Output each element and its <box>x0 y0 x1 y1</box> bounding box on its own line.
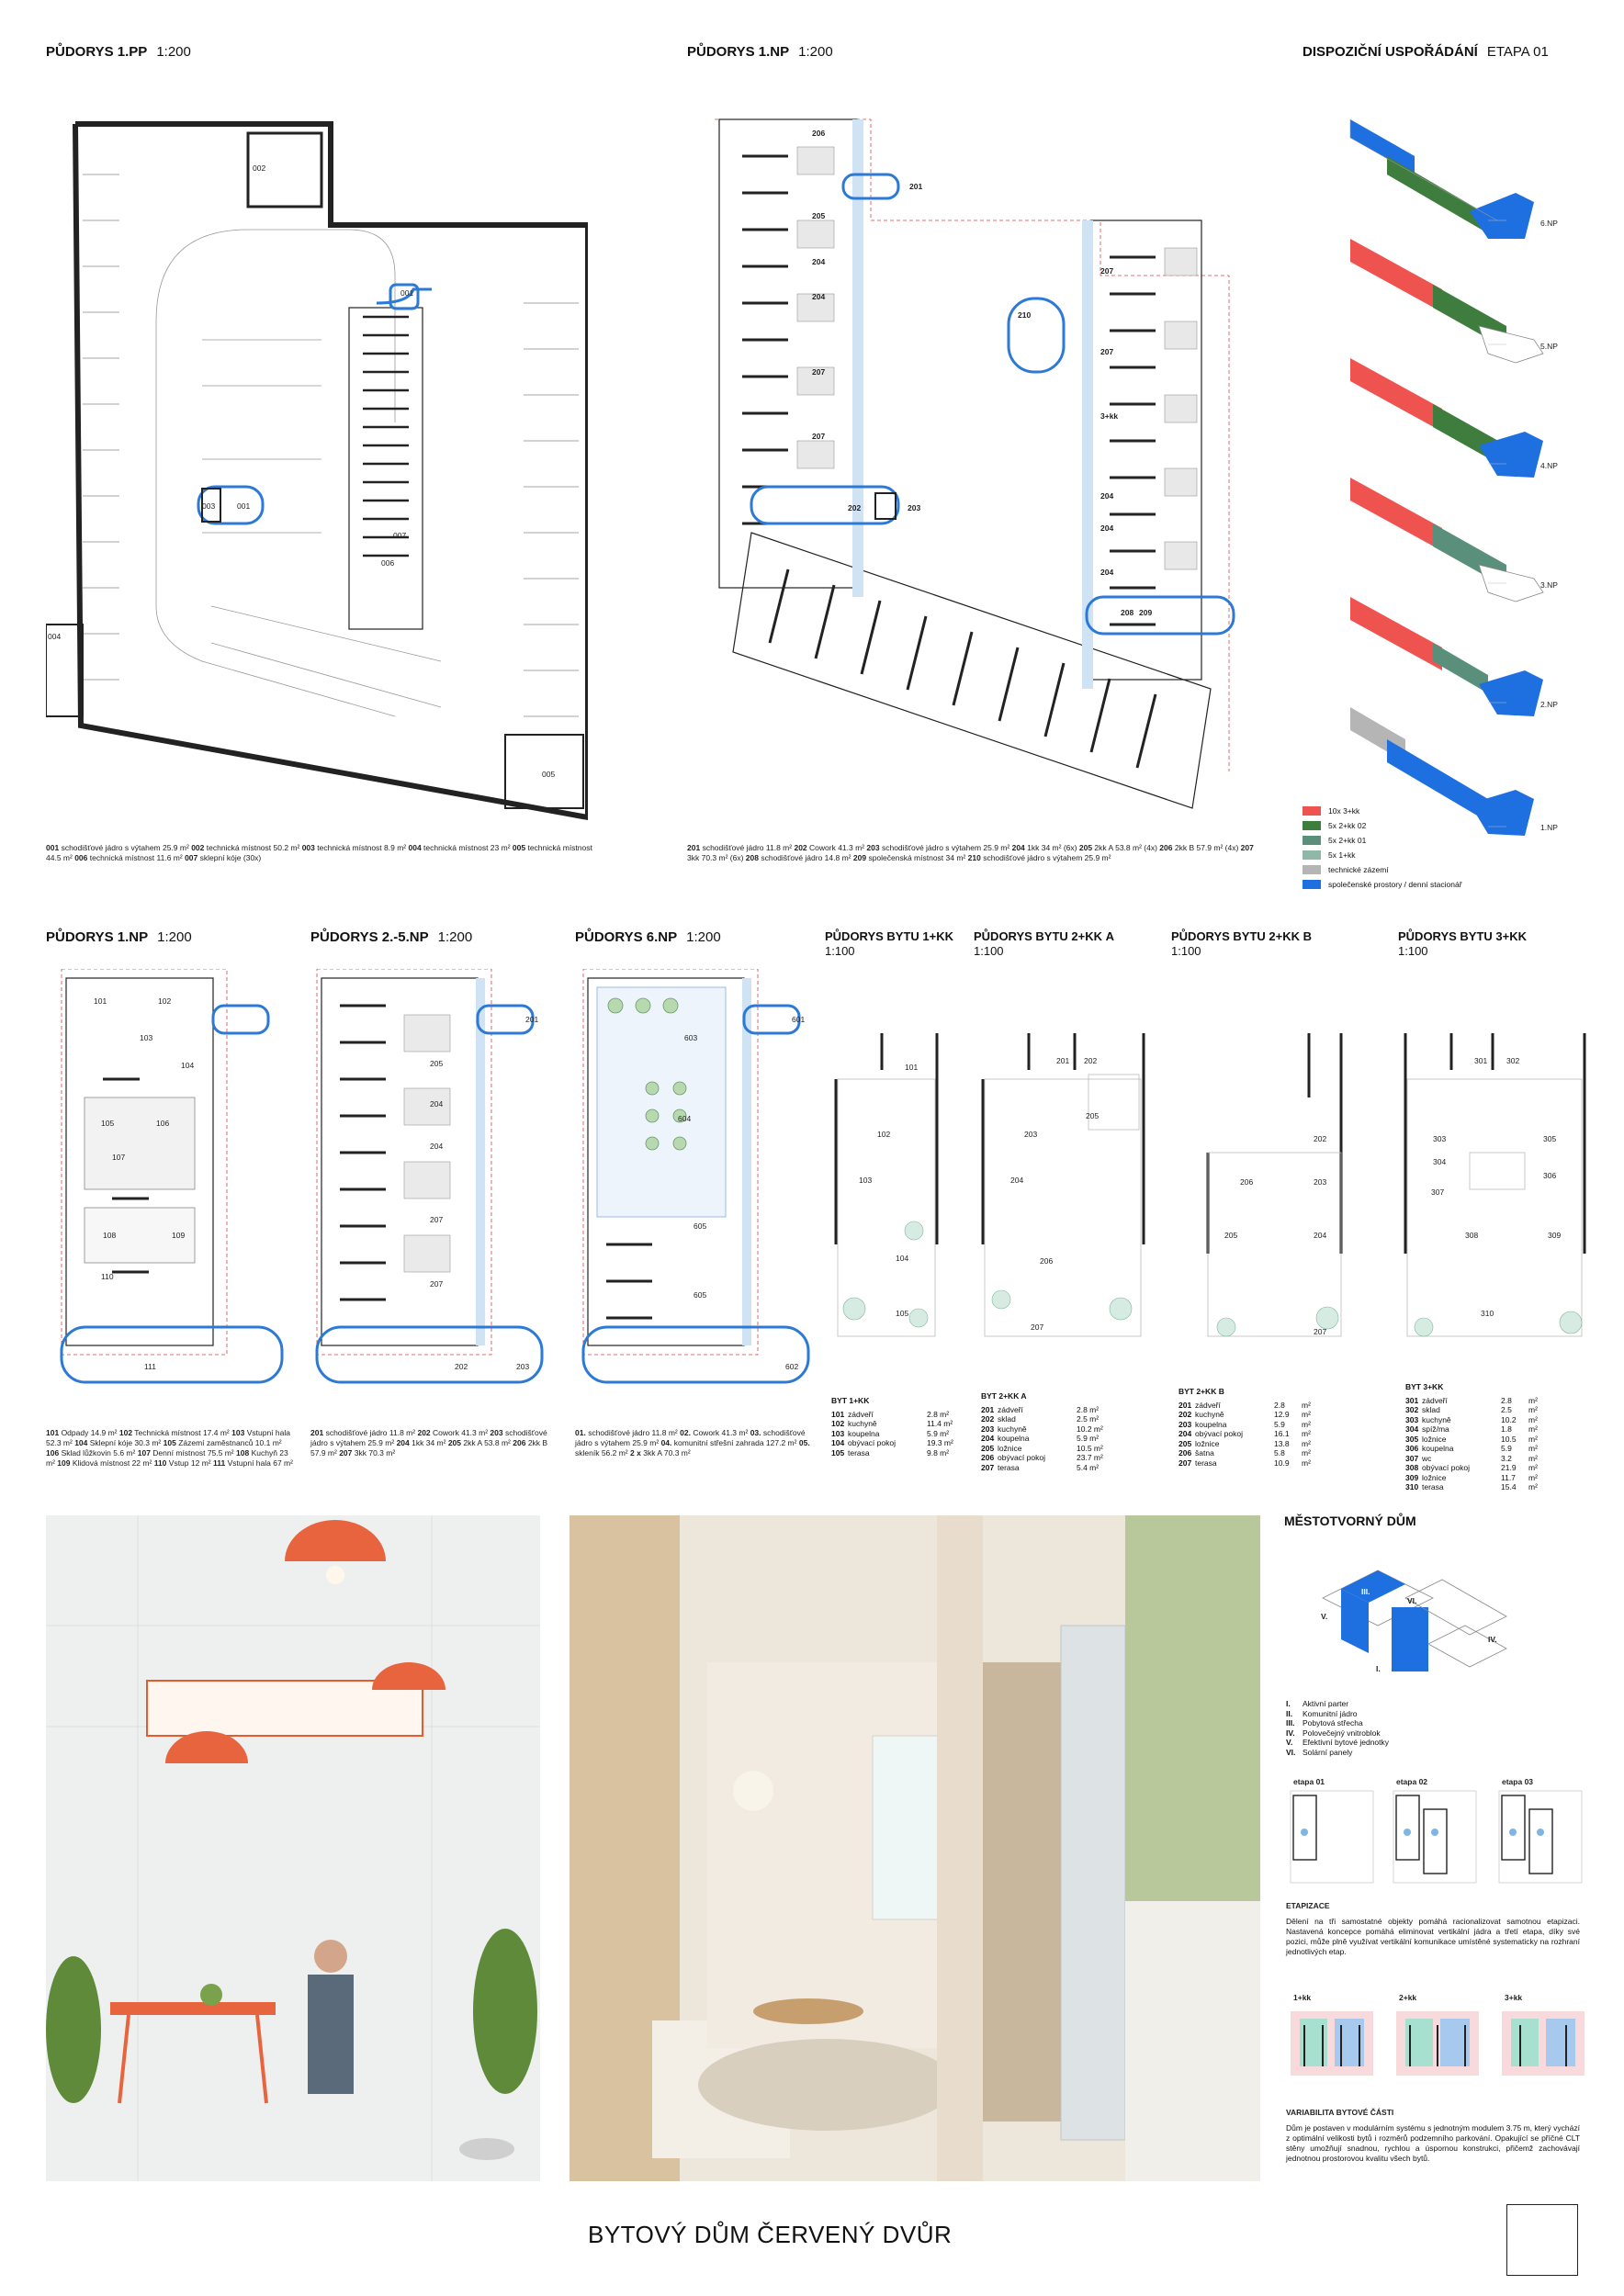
room-label: 204 <box>1010 1176 1024 1185</box>
room-label: 206 <box>1040 1256 1054 1266</box>
floor-label: 5.NP <box>1540 342 1558 351</box>
room-label: 205 <box>1224 1231 1238 1240</box>
room-label: 204 <box>1314 1231 1327 1240</box>
variant-label: 1+kk <box>1293 1993 1312 2002</box>
room-label: 3+kk <box>1100 411 1119 421</box>
room-label: 001 <box>400 288 414 298</box>
legend-item: 10x 3+kk <box>1303 804 1462 818</box>
room-label: 204 <box>1100 568 1114 577</box>
room-label: 205 <box>430 1059 444 1068</box>
room-label: 207 <box>812 432 826 441</box>
room-label: 207 <box>812 367 826 377</box>
flat-plan-1kk <box>827 1006 955 1355</box>
flat-plan-2kk-a <box>974 1006 1157 1355</box>
variant-label: 3+kk <box>1505 1993 1523 2002</box>
room-label: 203 <box>516 1362 530 1371</box>
room-label: 207 <box>430 1279 444 1289</box>
room-label: 601 <box>792 1015 806 1024</box>
axon-label: VI. <box>1407 1596 1417 1605</box>
room-label: 307 <box>1431 1187 1445 1197</box>
legend-item: 5x 1+kk <box>1303 848 1462 862</box>
room-label: 203 <box>1024 1130 1038 1139</box>
room-label: 003 <box>202 501 216 511</box>
plan-1np-top <box>715 92 1266 836</box>
stamp-box <box>1506 2204 1578 2276</box>
room-label: 201 <box>909 182 923 191</box>
header-dispozice: DISPOZIČNÍ USPOŘÁDÁNÍ ETAPA 01 <box>1303 44 1549 60</box>
room-label: 104 <box>896 1254 909 1263</box>
room-label: 207 <box>1100 266 1114 276</box>
flat-table-2kk-a: BYT 2+KK A 201 zádveří 2.8 m² 202 sklad 2.5 m² 203 kuchyně 10.2 m² 204 koupelna 5.9 m² 205 ložnice 10.5 m² 206 obývací pokoj 23.7 m² 207 terasa 5.4 m² <box>981 1391 1103 1472</box>
room-label: 106 <box>156 1119 170 1128</box>
floor-label: 4.NP <box>1540 461 1558 470</box>
variabilita-text: Dům je postaven v modulárním systému s jednotným modulem 3.75 m, který vychází z optimální velikosti bytů i rozměrů podzemního parkování. Opakující se příčné CLT stěny umožňují snadnou, rychlou a úspornou konstrukci, přičemž zachovávají jednotnou prostorovou kvalitu všech bytů. <box>1286 2123 1580 2163</box>
flat-table-3kk: BYT 3+KK 301 zádveří 2.8 m² 302 sklad 2.5 m² 303 kuchyně 10.2 m² 304 spíž/ma 1.8 m² 305 ložnice 10.5 m² 306 koupelna 5.9 m² 307 wc 3.2 m² 308 obývací pokoj 21.9 m² 309 ložnice 11.7 m² 310 terasa 15.4 m² <box>1405 1382 1538 1491</box>
room-label: 202 <box>848 503 862 512</box>
room-label: 111 <box>144 1362 156 1371</box>
flat-plan-3kk <box>1396 1006 1598 1355</box>
list-item: IV. Polovečejný vnitroblok <box>1286 1728 1381 1738</box>
header-byt1: PŮDORYS BYTU 1+KK 1:100 <box>825 929 954 958</box>
room-label: 110 <box>101 1272 114 1281</box>
room-label: 310 <box>1481 1309 1494 1318</box>
legend-item: 5x 2+kk 01 <box>1303 833 1462 848</box>
room-label: 202 <box>1314 1134 1327 1143</box>
room-label: 102 <box>877 1130 891 1139</box>
room-label: 202 <box>1084 1056 1098 1065</box>
legend-item: společenské prostory / denní stacionář <box>1303 877 1462 892</box>
header-p25np: PŮDORYS 2.-5.NP 1:200 <box>310 929 473 945</box>
etapizace-block <box>1286 1901 1580 1957</box>
plan-1pp <box>46 92 588 836</box>
room-label: 103 <box>859 1176 873 1185</box>
room-label: 109 <box>172 1231 186 1240</box>
room-label: 303 <box>1433 1134 1447 1143</box>
etapizace-text: Dělení na tři samostatné objekty pomáhá racionalizovat samotnou etapizaci. Nastavená koncepce pomáhá eliminovat vertikální jádra a třetí etapa, díky své pozici, může plně využívat vertikální komunikace umístěné systematicky na rozhraní jednotlivých etap. <box>1286 1917 1580 1956</box>
room-label: 604 <box>678 1114 692 1123</box>
room-label: 204 <box>1100 523 1114 533</box>
room-label: 205 <box>812 211 826 220</box>
list-item: II. Komunitní jádro <box>1286 1708 1358 1718</box>
axon-label: V. <box>1321 1612 1328 1621</box>
axon-label: I. <box>1376 1664 1381 1673</box>
plan-2-5np <box>312 969 551 1391</box>
legend-p1np: 101 Odpady 14.9 m² 102 Technická místnost 17.4 m² 103 Vstupní hala 52.3 m² 104 Sklepní kóje 30.3 m² 105 Zázemí zaměstnanců 10.1 m² 106 Sklad lůžkovin 5.6 m² 107 Denní místnost 75.5 m² 108 Kuchyň 23 m² 109 Klidová místnost 22 m² 110 Vstup 12 m² 111 Vstupní hala 67 m² <box>46 1428 293 1468</box>
room-label: 105 <box>101 1119 115 1128</box>
header-p1pp: PŮDORYS 1.PP 1:200 <box>46 44 191 60</box>
header-byt2b: PŮDORYS BYTU 2+KK B 1:100 <box>1171 929 1313 958</box>
room-label: 308 <box>1465 1231 1479 1240</box>
axon-mestotvorny <box>1304 1561 1525 1699</box>
header-byt3: PŮDORYS BYTU 3+KK 1:100 <box>1398 929 1528 958</box>
floor-label: 1.NP <box>1540 823 1558 832</box>
etapy-diagrams <box>1286 1777 1589 1887</box>
room-label: 207 <box>1100 347 1114 356</box>
header-p1np-top: PŮDORYS 1.NP 1:200 <box>687 44 833 60</box>
room-label: 309 <box>1548 1231 1562 1240</box>
room-label: 108 <box>103 1231 117 1240</box>
room-label: 204 <box>430 1142 444 1151</box>
room-label: 207 <box>1031 1322 1044 1332</box>
room-label: 104 <box>181 1061 195 1070</box>
floor-label: 3.NP <box>1540 580 1558 590</box>
room-label: 306 <box>1543 1171 1557 1180</box>
room-label: 201 <box>1056 1056 1070 1065</box>
header-p6np: PŮDORYS 6.NP 1:200 <box>575 929 721 945</box>
flat-plan-2kk-b <box>1171 1006 1355 1355</box>
mestotvorny-list <box>1286 1699 1389 1757</box>
room-label: 208 <box>1121 608 1134 617</box>
page-title: BYTOVÝ DŮM ČERVENÝ DVŮR <box>588 2221 953 2248</box>
legend-p25np: 201 schodišťové jádro 11.8 m² 202 Cowork 41.3 m² 203 schodišťové jádro s výtahem 25.9 m² 204 1kk 34 m² 205 2kk A 53.8 m² 206 2kk B 57.9 m² 207 3kk 70.3 m² <box>310 1428 548 1458</box>
room-label: 207 <box>1314 1327 1327 1336</box>
render-courtyard <box>46 1515 540 2181</box>
list-item: I. Aktivní parter <box>1286 1699 1349 1708</box>
room-label: 205 <box>1086 1111 1100 1120</box>
legend-p6np: 01. schodišťové jádro 11.8 m² 02. Cowork 41.3 m² 03. schodišťové jádro s výtahem 25.9 m² 04. komunitní střešní zahrada 127.2 m² 05. skleník 56.2 m² 2 x 3kk A 70.3 m² <box>575 1428 810 1458</box>
list-item: V. Efektivní bytové jednotky <box>1286 1738 1390 1747</box>
etapizace-title: ETAPIZACE <box>1286 1901 1330 1910</box>
room-label: 302 <box>1506 1056 1520 1065</box>
room-label: 203 <box>1314 1177 1327 1187</box>
room-label: 107 <box>112 1153 126 1162</box>
legend-item: technické zázemí <box>1303 862 1462 877</box>
axon-label: III. <box>1361 1587 1370 1596</box>
room-label: 206 <box>1240 1177 1254 1187</box>
header-p1np: PŮDORYS 1.NP 1:200 <box>46 929 192 945</box>
flat-table-2kk-b: BYT 2+KK B 201 zádveří 2.8 m² 202 kuchyně 12.9 m² 203 koupelna 5.9 m² 204 obývací pokoj 16.1 m² 205 ložnice 13.8 m² 206 šatna 5.8 m² 207 terasa 10.9 m² <box>1179 1387 1311 1468</box>
variabilita-diagrams <box>1286 1993 1589 2094</box>
header-byt2a: PŮDORYS BYTU 2+KK A 1:100 <box>974 929 1115 958</box>
room-label: 102 <box>158 996 172 1006</box>
render-interior <box>570 1515 1260 2181</box>
plan-6np <box>579 969 818 1391</box>
list-item: VI. Solární panely <box>1286 1747 1353 1757</box>
legend-p1pp: 001 schodišťové jádro s výtahem 25.9 m² 002 technická místnost 50.2 m² 003 technická místnost 8.9 m² 004 technická místnost 23 m² 005 technická místnost 44.5 m² 006 technická místnost 11.6 m² 007 sklepní kóje (30x) <box>46 843 592 862</box>
variabilita-block <box>1286 2108 1580 2164</box>
room-label: 203 <box>908 503 921 512</box>
room-label: 605 <box>694 1221 707 1231</box>
flat-table-1kk: BYT 1+KK 101 zádveří 2.8 m² 102 kuchyně 11.4 m² 103 koupelna 5.9 m² 104 obývací pokoj 19.3 m² 105 terasa 9.8 m² <box>831 1396 953 1458</box>
room-label: 001 <box>237 501 251 511</box>
room-label: 304 <box>1433 1157 1447 1166</box>
room-label: 002 <box>253 163 266 173</box>
room-label: 209 <box>1139 608 1153 617</box>
room-label: 201 <box>525 1015 539 1024</box>
room-label: 301 <box>1474 1056 1488 1065</box>
room-label: 602 <box>785 1362 799 1371</box>
etapa-label: etapa 01 <box>1293 1777 1325 1786</box>
list-item: III. Pobytová střecha <box>1286 1718 1363 1728</box>
floor-label: 2.NP <box>1540 700 1558 709</box>
room-label: 603 <box>684 1033 698 1042</box>
room-label: 204 <box>812 257 826 266</box>
room-label: 202 <box>455 1362 468 1371</box>
dispozice-axon <box>1295 101 1589 845</box>
variabilita-title: VARIABILITA BYTOVÉ ČÁSTI <box>1286 2108 1394 2117</box>
room-label: 207 <box>430 1215 444 1224</box>
room-label: 204 <box>812 292 826 301</box>
floor-label: 6.NP <box>1540 219 1558 228</box>
plan-1np-small <box>57 969 287 1391</box>
legend-item: 5x 2+kk 02 <box>1303 818 1462 833</box>
room-label: 004 <box>48 632 62 641</box>
color-legend <box>1303 804 1462 892</box>
axon-label: IV. <box>1488 1635 1497 1644</box>
room-label: 007 <box>393 531 407 540</box>
room-label: 103 <box>140 1033 153 1042</box>
room-label: 005 <box>542 770 556 779</box>
etapa-label: etapa 02 <box>1396 1777 1428 1786</box>
room-label: 206 <box>812 129 826 138</box>
room-label: 006 <box>381 558 395 568</box>
room-label: 101 <box>905 1063 919 1072</box>
room-label: 105 <box>896 1309 909 1318</box>
room-label: 605 <box>694 1290 707 1300</box>
room-label: 305 <box>1543 1134 1557 1143</box>
room-label: 210 <box>1018 310 1032 320</box>
room-label: 204 <box>1100 491 1114 501</box>
room-label: 101 <box>94 996 107 1006</box>
room-label: 204 <box>430 1099 444 1109</box>
variant-label: 2+kk <box>1399 1993 1417 2002</box>
section-title-mestotvorny: MĚSTOTVORNÝ DŮM <box>1284 1514 1416 1528</box>
etapa-label: etapa 03 <box>1502 1777 1534 1786</box>
legend-p1np-top: 201 schodišťové jádro 11.8 m² 202 Cowork 41.3 m² 203 schodišťové jádro s výtahem 25.9 m² 204 1kk 34 m² (6x) 205 2kk A 53.8 m² (4x) 206 2kk B 57.9 m² (4x) 207 3kk 70.3 m² (6x) 208 schodišťové jádro 14.8 m² 209 společenská místnost 34 m² 210 schodišťové jádro s výtahem 25.9 m² <box>687 843 1254 862</box>
